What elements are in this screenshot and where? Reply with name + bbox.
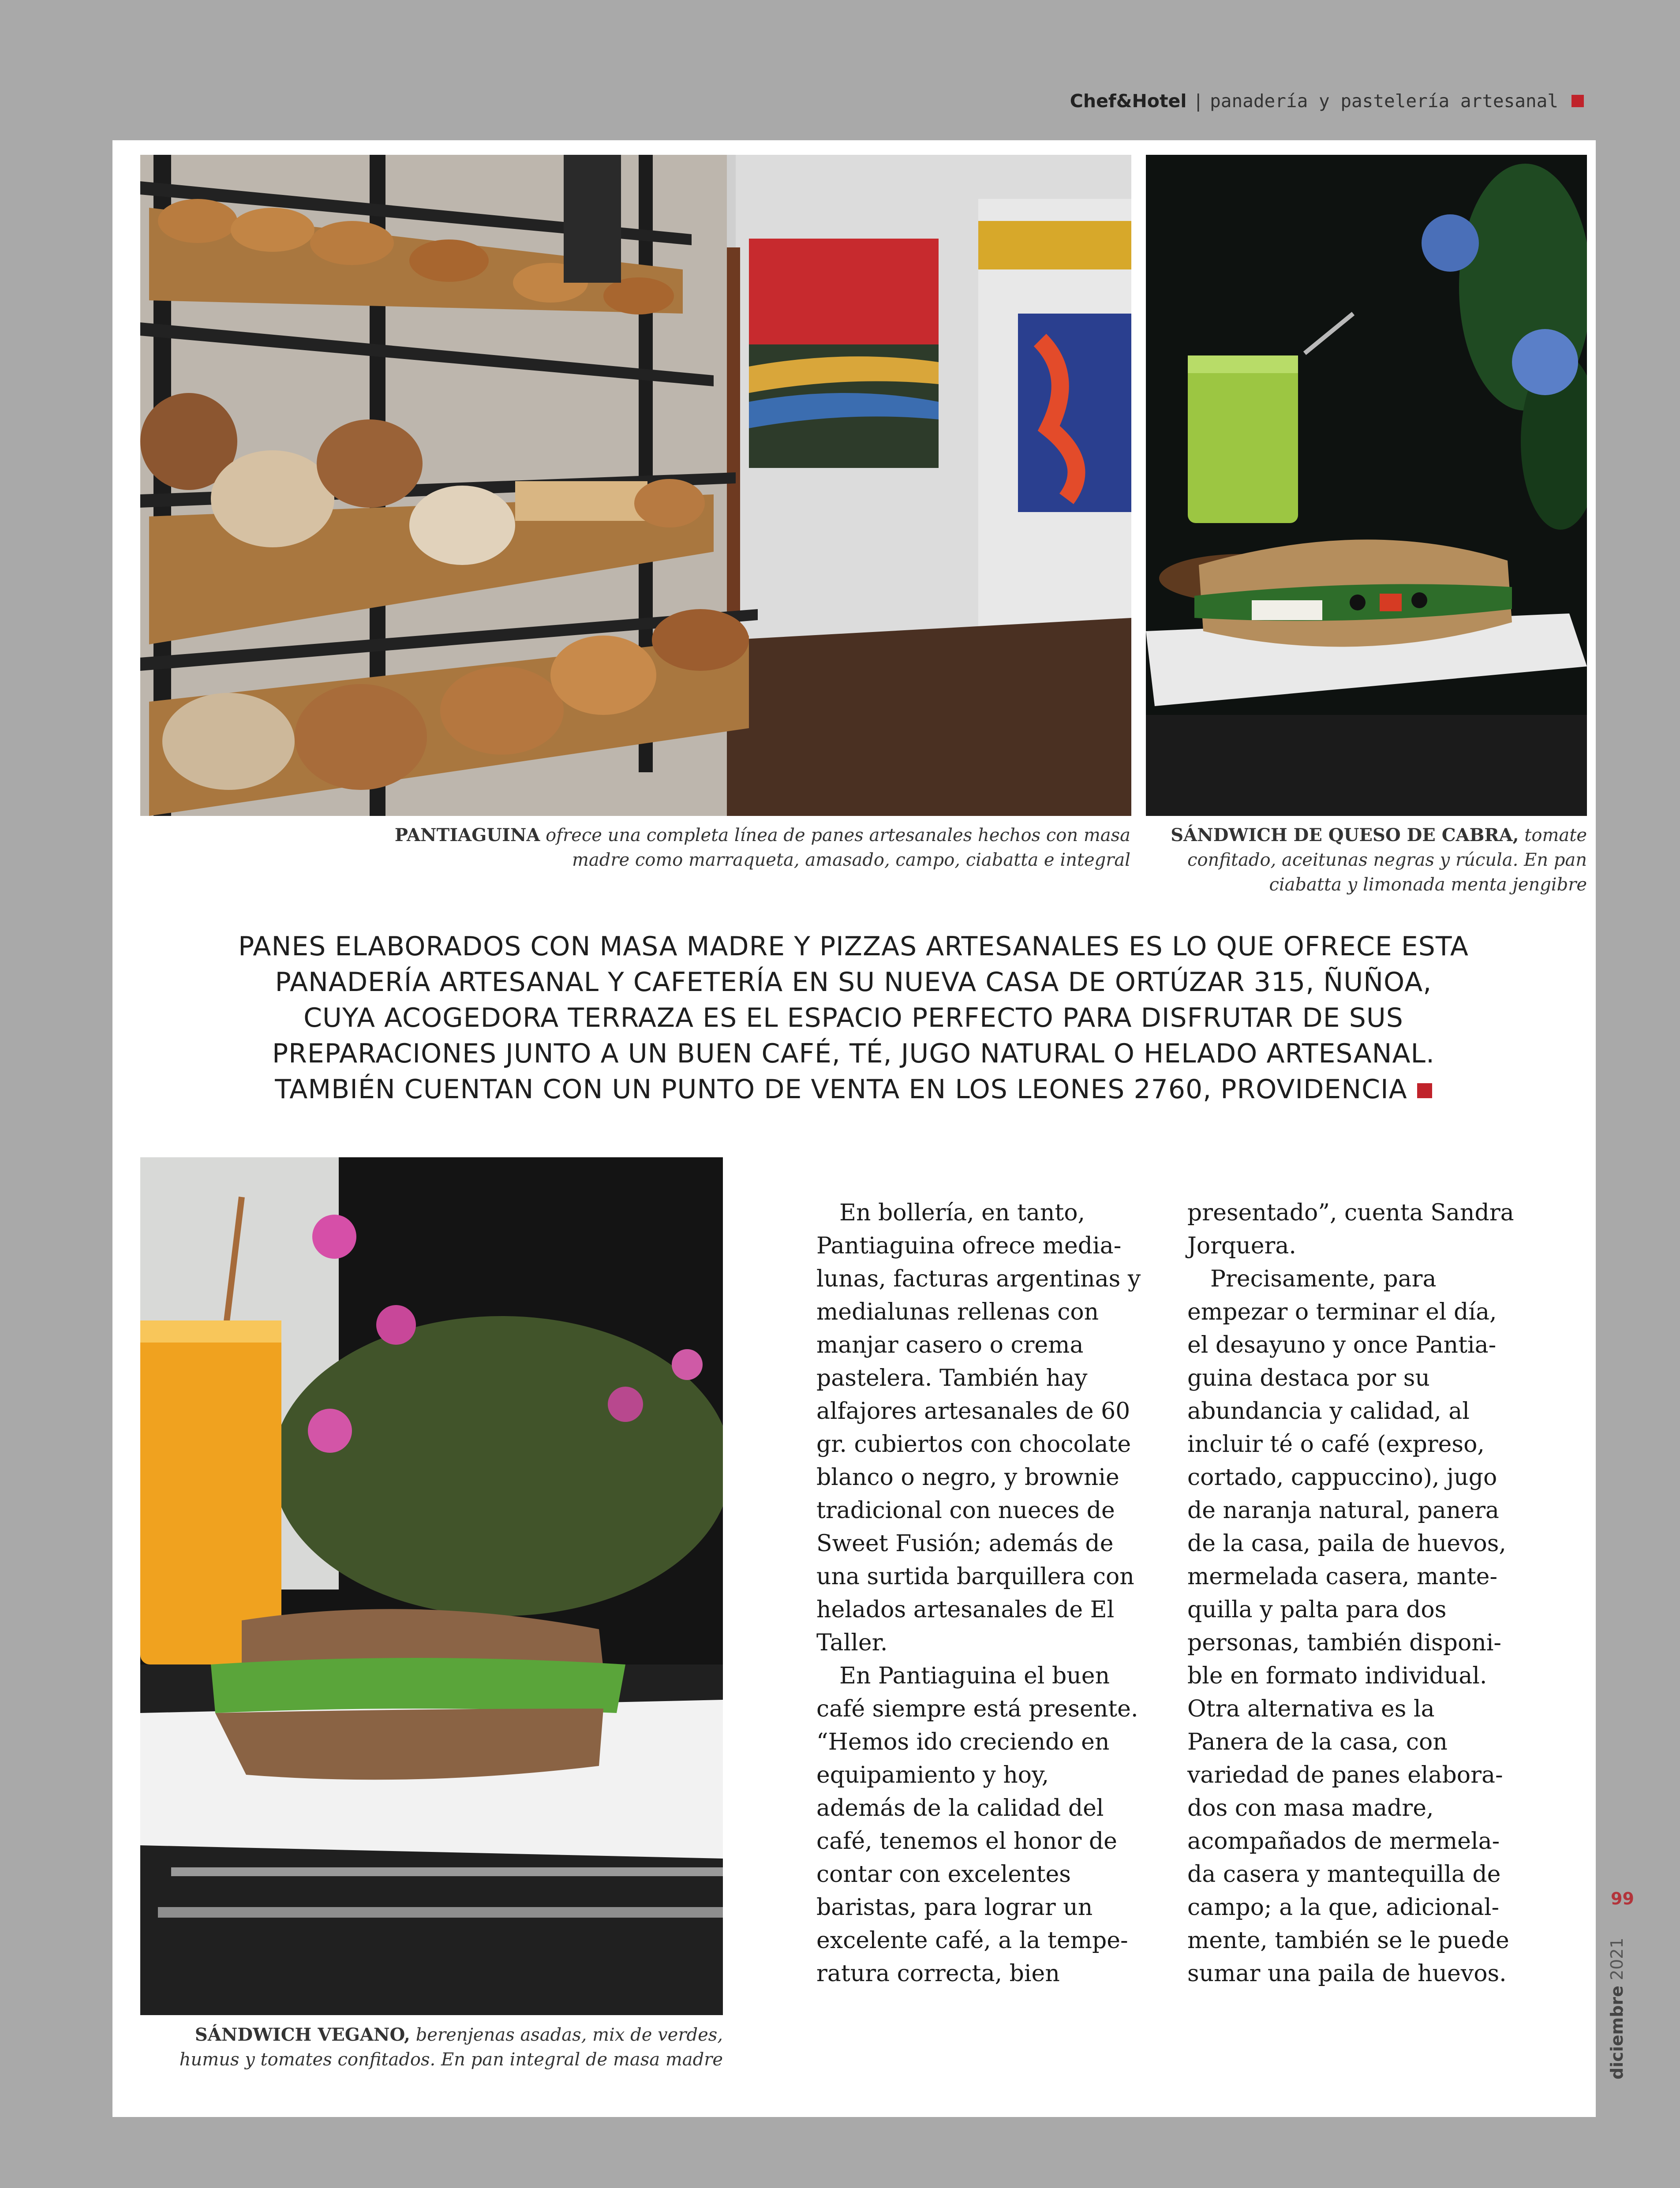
issue-year: 2021 (1607, 1937, 1627, 1981)
section-name: panadería y pastelería artesanal (1210, 90, 1558, 112)
header-separator: | (1193, 90, 1204, 112)
body-text-line: contar con excelentes (816, 1861, 1071, 1888)
body-text-line: además de la calidad del (816, 1795, 1104, 1821)
body-text-line: gr. cubiertos con chocolate (816, 1431, 1131, 1458)
body-text-line: presentado”, cuenta Sandra (1187, 1200, 1514, 1226)
page-number: 99 (1611, 1889, 1634, 1908)
deck-line: CUYA ACOGEDORA TERRAZA ES EL ESPACIO PERFECTO PARA DISFRUTAR DE SUS (303, 1002, 1403, 1033)
issue-date (1603, 1921, 1631, 2080)
running-header (1070, 90, 1584, 112)
article-deck (174, 929, 1533, 1107)
body-text-line: tradicional con nueces de (816, 1497, 1115, 1524)
red-square-marker (1571, 95, 1584, 107)
body-text-line: Pantiaguina ofrece media- (816, 1233, 1122, 1259)
body-text-line: Precisamente, para (1187, 1266, 1437, 1292)
body-text-line: Sweet Fusión; además de (816, 1530, 1114, 1557)
body-text-line: ble en formato individual. (1187, 1663, 1487, 1689)
goat-cheese-sandwich-photo (1146, 155, 1587, 816)
body-text-line: una surtida barquillera con (816, 1563, 1134, 1590)
body-text-line: campo; a la que, adicional- (1187, 1894, 1500, 1921)
body-text-line: el desayuno y once Pantia- (1187, 1332, 1497, 1358)
deck-line (174, 1072, 1533, 1107)
caption-lead: SÁNDWICH VEGANO, (195, 2024, 410, 2045)
body-column-1 (816, 1197, 1156, 1990)
body-text-line: dos con masa madre, (1187, 1795, 1434, 1821)
body-text-line: cortado, cappuccino), jugo (1187, 1464, 1497, 1491)
body-text-line: guina destaca por su (1187, 1365, 1430, 1391)
goat-sandwich-caption (1146, 823, 1587, 897)
body-text-line: Jorquera. (1187, 1233, 1296, 1259)
body-text-line: variedad de panes elabora- (1187, 1762, 1503, 1788)
body-text-line: quilla y palta para dos (1187, 1597, 1447, 1623)
body-text-line: “Hemos ido creciendo en (816, 1729, 1110, 1755)
deck-line: PANES ELABORADOS CON MASA MADRE Y PIZZAS ARTESANALES ES LO QUE OFRECE ESTA (238, 931, 1469, 962)
body-text-line: ratura correcta, bien (816, 1960, 1060, 1987)
deck-line: PANADERÍA ARTESANAL Y CAFETERÍA EN SU NUEVA CASA DE ORTÚZAR 315, ÑUÑOA, (275, 967, 1432, 998)
body-text-line: mente, también se le puede (1187, 1927, 1509, 1954)
bakery-shelves-photo (140, 155, 1131, 816)
caption-text: berenjenas asadas, mix de verdes, humus y tomates confitados. En pan integral de masa madre (179, 2025, 723, 2070)
body-text-line: incluir té o café (expreso, (1187, 1431, 1485, 1458)
body-text-line: equipamiento y hoy, (816, 1762, 1049, 1788)
body-text-line: blanco o negro, y brownie (816, 1464, 1119, 1491)
vegan-sandwich-caption (140, 2023, 723, 2072)
body-text-line: helados artesanales de El (816, 1597, 1115, 1623)
body-text-line: da casera y mantequilla de (1187, 1861, 1501, 1888)
body-text-line: En bollería, en tanto, (816, 1200, 1085, 1226)
body-text-line: En Pantiaguina el buen (816, 1663, 1110, 1689)
magazine-page (112, 140, 1596, 2117)
body-text-line: pastelera. También hay (816, 1365, 1088, 1391)
magazine-brand: Chef&Hotel (1070, 90, 1187, 112)
body-text-line: de la casa, paila de huevos, (1187, 1530, 1506, 1557)
body-text-line: de naranja natural, panera (1187, 1497, 1499, 1524)
vegan-sandwich-photo (140, 1157, 723, 2015)
end-mark-square (1417, 1083, 1432, 1098)
body-text-line: abundancia y calidad, al (1187, 1398, 1470, 1425)
caption-text: ofrece una completa línea de panes artesanales hechos con masa madre como marraqueta, amasado, campo, ciabatta e integral (540, 825, 1130, 870)
body-text-line: Panera de la casa, con (1187, 1729, 1448, 1755)
body-text-line: alfajores artesanales de 60 (816, 1398, 1130, 1425)
body-text-line: excelente café, a la tempe- (816, 1927, 1128, 1954)
body-column-2 (1187, 1197, 1531, 1990)
body-text-line: Otra alternativa es la (1187, 1696, 1435, 1722)
body-text-line: acompañados de mermela- (1187, 1828, 1500, 1855)
caption-lead: PANTIAGUINA (394, 825, 540, 845)
bakery-photo-caption (333, 823, 1130, 872)
body-text-line: personas, también disponi- (1187, 1630, 1501, 1656)
body-text-line: café siempre está presente. (816, 1696, 1138, 1722)
deck-line: PREPARACIONES JUNTO A UN BUEN CAFÉ, TÉ, JUGO NATURAL O HELADO ARTESANAL. (272, 1038, 1435, 1069)
caption-lead: SÁNDWICH DE QUESO DE CABRA, (1171, 825, 1519, 845)
body-text-line: lunas, facturas argentinas y (816, 1266, 1141, 1292)
issue-month: diciembre (1607, 1986, 1627, 2080)
body-text-line: medialunas rellenas con (816, 1299, 1099, 1325)
body-text-line: Taller. (816, 1630, 888, 1656)
body-text-line: baristas, para lograr un (816, 1894, 1093, 1921)
body-text-line: empezar o terminar el día, (1187, 1299, 1497, 1325)
body-text-line: café, tenemos el honor de (816, 1828, 1117, 1855)
body-text-line: mermelada casera, mante- (1187, 1563, 1498, 1590)
caption-text: tomate confitado, aceitunas negras y rúcula. En pan ciabatta y limonada menta jengibre (1187, 825, 1587, 895)
body-text-line: manjar casero o crema (816, 1332, 1084, 1358)
deck-line-text: TAMBIÉN CUENTAN CON UN PUNTO DE VENTA EN LOS LEONES 2760, PROVIDENCIA (275, 1074, 1407, 1105)
body-text-line: sumar una paila de huevos. (1187, 1960, 1507, 1987)
